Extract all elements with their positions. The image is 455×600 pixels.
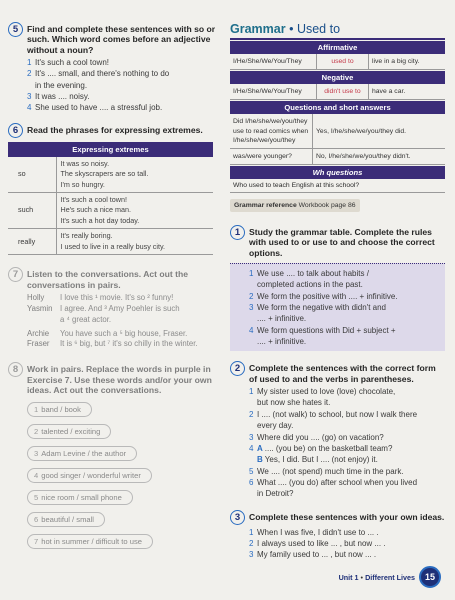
exercise-item: .... + infinitive. xyxy=(257,314,307,324)
page-footer: Unit 1 • Different Lives 15 xyxy=(339,566,441,588)
page-number: 15 xyxy=(419,566,441,588)
exercise-number: 6 xyxy=(8,123,23,138)
exercise-item: 3 Where did you .... (go) on vacation? xyxy=(249,432,384,442)
exercise-instruction: Complete the sentences with the correct form of used to and the verbs in parentheses. xyxy=(249,363,436,384)
exercise-instruction: Read the phrases for expressing extremes. xyxy=(27,124,203,135)
exercise-number: 3 xyxy=(230,510,245,525)
exercise-item: 1 We use .... to talk about habits / xyxy=(249,268,369,278)
table-row: really It's really boring. I used to live in a really busy city. xyxy=(8,229,213,255)
table-row: I/He/She/We/You/They used to live in a big city. xyxy=(230,54,445,70)
option-pill: 5 nice room / small phone xyxy=(27,490,133,505)
exercise-instruction: Study the grammar table. Complete the rules with used to or use to and choose the correct options. xyxy=(249,227,435,258)
dialogue-line: Archie You have such a ⁵ big house, Fraser. xyxy=(27,328,188,338)
option-list xyxy=(8,399,218,553)
exercise-item: 4 A .... (you be) on the basketball team? xyxy=(249,443,393,453)
heading-rule xyxy=(230,38,445,40)
exercise-number: 7 xyxy=(8,267,23,282)
exercise-item: 2 We form the positive with .... + infinitive. xyxy=(249,291,398,301)
right-column xyxy=(230,22,445,561)
dialogue-line: Yasmin I agree. And ³ Amy Poehler is such xyxy=(27,303,180,313)
exercise-item: but now she hates it. xyxy=(257,398,331,408)
negative-header: Negative xyxy=(230,71,445,84)
affirmative-header: Affirmative xyxy=(230,41,445,54)
option-pill: 1 band / book xyxy=(27,402,92,417)
exercise-items xyxy=(230,386,445,500)
table-row: so It was so noisy. The skyscrapers are so tall. I'm so hungry. xyxy=(8,157,213,193)
option-pill: 7 hot in summer / difficult to use xyxy=(27,534,153,549)
exercise-item: 1 It's such a cool town! xyxy=(27,57,110,67)
grammar-table xyxy=(230,41,445,193)
exercise-item: 3 We form the negative with didn't and xyxy=(249,303,387,313)
questions-header: Questions and short answers xyxy=(230,101,445,114)
exercise-items xyxy=(230,527,445,561)
exercise-1 xyxy=(230,225,445,351)
exercise-instruction: Listen to the conversations. Act out the conversations in pairs. xyxy=(27,269,189,290)
dialogue-line: Holly I love this ¹ movie. It's so ² funny! xyxy=(27,292,174,302)
option-pill: 4 good singer / wonderful writer xyxy=(27,468,152,483)
left-column xyxy=(8,22,218,553)
exercise-number: 1 xyxy=(230,225,245,240)
exercise-item: 2 I .... (not walk) to school, but now I walk there xyxy=(249,409,418,419)
dialogue xyxy=(8,293,218,351)
dialogue-line: a ⁴ great actor. xyxy=(60,314,112,324)
exercise-item: B Yes, I did. But I .... (not enjoy) it. xyxy=(257,455,378,465)
exercise-5 xyxy=(8,22,218,114)
exercise-3 xyxy=(230,510,445,561)
exercise-item: 6 What .... (you do) after school when you lived xyxy=(249,477,418,487)
exercise-item: 4 We form questions with Did + subject + xyxy=(249,325,396,335)
dialogue-line: Fraser It is ⁶ big, but ⁷ it's so chilly in the winter. xyxy=(27,339,198,349)
table-row: Did I/he/she/we/you/they use to read comics when I/he/she/we/you/they Yes, I/he/she/we/you/they did. xyxy=(230,114,445,149)
grammar-reference: Grammar reference Workbook page 86 xyxy=(230,199,360,212)
exercise-item: 2 I always used to like ... , but now ... . xyxy=(249,539,386,549)
option-pill: 3 Adam Levine / the author xyxy=(27,446,137,461)
exercise-instruction: Work in pairs. Replace the words in purple in Exercise 7. Use these words and/or your own ideas. Act out the conversations. xyxy=(27,364,212,396)
exercise-number: 5 xyxy=(8,22,23,37)
exercise-item: in Detroit? xyxy=(257,489,294,499)
grammar-heading: Grammar • Used to xyxy=(230,22,341,36)
exercise-7 xyxy=(8,267,218,350)
exercise-item: 1 My sister used to love (love) chocolate, xyxy=(249,387,396,397)
exercise-item: 5 We .... (not spend) much time in the park. xyxy=(249,466,404,476)
option-pill: 6 beautiful / small xyxy=(27,512,105,527)
exercise-item: 4 She used to have .... a stressful job. xyxy=(27,103,163,113)
option-pill: 2 talented / exciting xyxy=(27,424,111,439)
exercise-item: 3 It was .... noisy. xyxy=(27,92,90,102)
exercise-6 xyxy=(8,123,218,256)
table-row: such It's such a cool town! He's such a nice man. It's such a hot day today. xyxy=(8,193,213,229)
exercise-item: every day. xyxy=(257,421,294,431)
exercise-item: 1 When I was five, I didn't use to ... . xyxy=(249,527,379,537)
rules-box xyxy=(230,263,445,352)
exercise-2 xyxy=(230,361,445,499)
table-row: was/were younger? No, I/he/she/we/you/they didn't. xyxy=(230,149,445,165)
table-title: Expressing extremes xyxy=(8,142,213,157)
exercise-item: 2 It's .... small, and there's nothing to do xyxy=(27,69,170,79)
exercise-item: in the evening. xyxy=(35,80,88,90)
table-row: Who used to teach English at this school? xyxy=(230,179,445,193)
expressing-extremes-table xyxy=(8,142,213,256)
exercise-number: 8 xyxy=(8,362,23,377)
exercise-number: 2 xyxy=(230,361,245,376)
table-row: I/He/She/We/You/They didn't use to have a car. xyxy=(230,84,445,100)
exercise-item: completed actions in the past. xyxy=(257,280,363,290)
exercise-instruction: Complete these sentences with your own ideas. xyxy=(249,511,445,522)
exercise-item: .... + infinitive. xyxy=(257,337,307,347)
exercise-items xyxy=(8,57,218,114)
exercise-instruction: Find and complete these sentences with so or such. Which word comes before an adjective without a noun? xyxy=(27,24,216,55)
wh-questions-header: Wh questions xyxy=(230,166,445,179)
exercise-item: 3 My family used to ... , but now ... . xyxy=(249,550,377,560)
exercise-8 xyxy=(8,362,218,553)
